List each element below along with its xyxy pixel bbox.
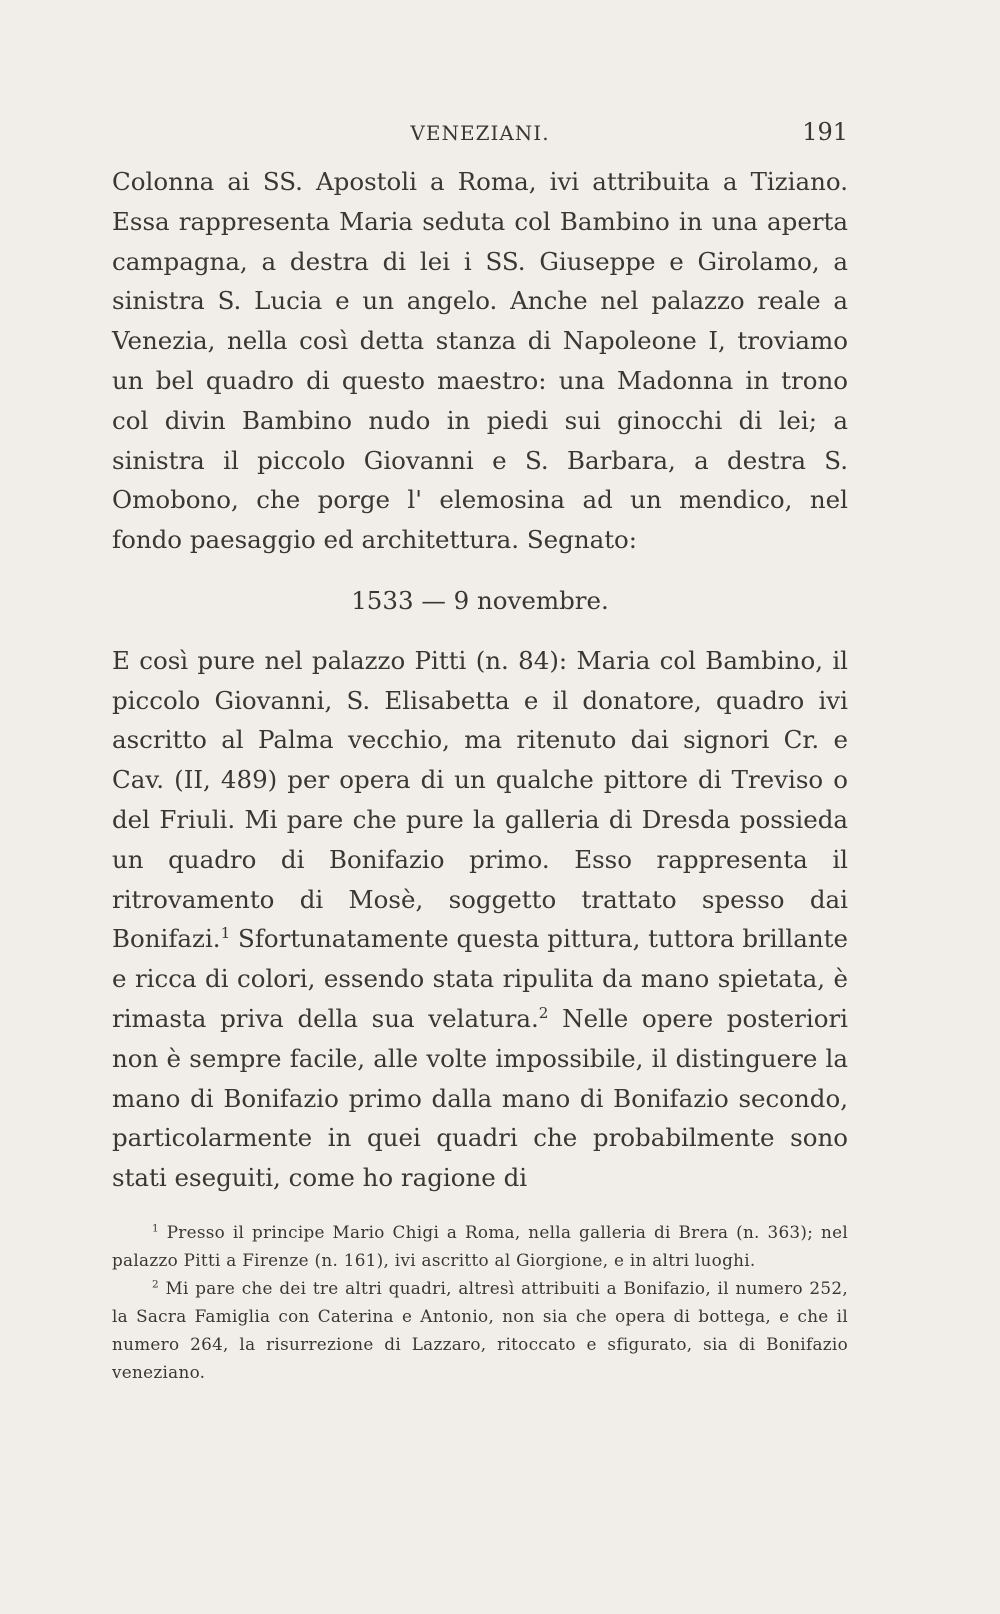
paragraph-continued: Colonna ai SS. Apostoli a Roma, ivi attribuita a Tiziano. Essa rappresenta Maria seduta col Bambino in una aperta campagna, a destra di lei i SS. Giuseppe e Girolamo, a sinistra S. Lucia e un angelo. Anche nel palazzo reale a Venezia, nella così detta stanza di Napoleone I, troviamo un bel quadro di questo maestro: una Madonna in trono col divin Bambino nudo in piedi sui ginocchi di lei; a sinistra il piccolo Giovanni e S. Barbara, a destra S. Omobono, che porge l' elemosina ad un mendico, nel fondo paesaggio ed architettura. Segnato: [112,167,848,555]
main-text [112,162,848,1198]
paragraph-text: Sfortunatamente questa pittura, tuttora brillante e ricca di colori, essendo stata ripulita da mano spietata, è rimasta priva della sua velatura. [112,924,848,1033]
footnote-reference: 2 [538,1003,549,1022]
running-head [112,118,848,148]
footnotes [112,1218,848,1386]
running-title: VENEZIANI. [410,121,550,145]
footnote [112,1274,848,1386]
footnote-marker: 1 [152,1222,159,1235]
paragraph-text: E così pure nel palazzo Pitti (n. 84): Maria col Bambino, il piccolo Giovanni, S. Elisabetta e il donatore, quadro ivi ascritto al Palma vecchio, ma ritenuto dai signori Cr. e Cav. (II, 489) per opera di un qualche pittore di Treviso o del Friuli. Mi pare che pure la galleria di Dresda possieda un quadro di Bonifazio primo. Esso rappresenta il ritrovamento di Mosè, soggetto trattato spesso dai Bonifazi. [112,645,848,954]
page-number: 191 [802,118,848,146]
footnote-reference: 1 [220,924,231,943]
paragraph [112,641,848,1198]
footnote-marker: 2 [152,1278,159,1291]
paragraph-text: Nelle opere posteriori non è sempre facile, alle volte impossibile, il distinguere la mano di Bonifazio primo dalla mano di Bonifazio secondo, particolarmente in quei quadri che probabilmente sono stati eseguiti, come ho ragione di [112,1003,848,1193]
footnote-text: Mi pare che dei tre altri quadri, altresì attribuiti a Bonifazio, il numero 252, la Sacra Famiglia con Caterina e Antonio, non sia che opera di bottega, e che il numero 264, la risurrezione di Lazzaro, ritoccato e sfigurato, sia di Bonifazio veneziano. [112,1278,848,1382]
footnote-text: Presso il principe Mario Chigi a Roma, nella galleria di Brera (n. 363); nel palazzo Pitti a Firenze (n. 161), ivi ascritto al Giorgione, e in altri luoghi. [112,1222,848,1270]
footnote [112,1218,848,1274]
inscription-date: 1533 — 9 novembre. [351,585,609,615]
